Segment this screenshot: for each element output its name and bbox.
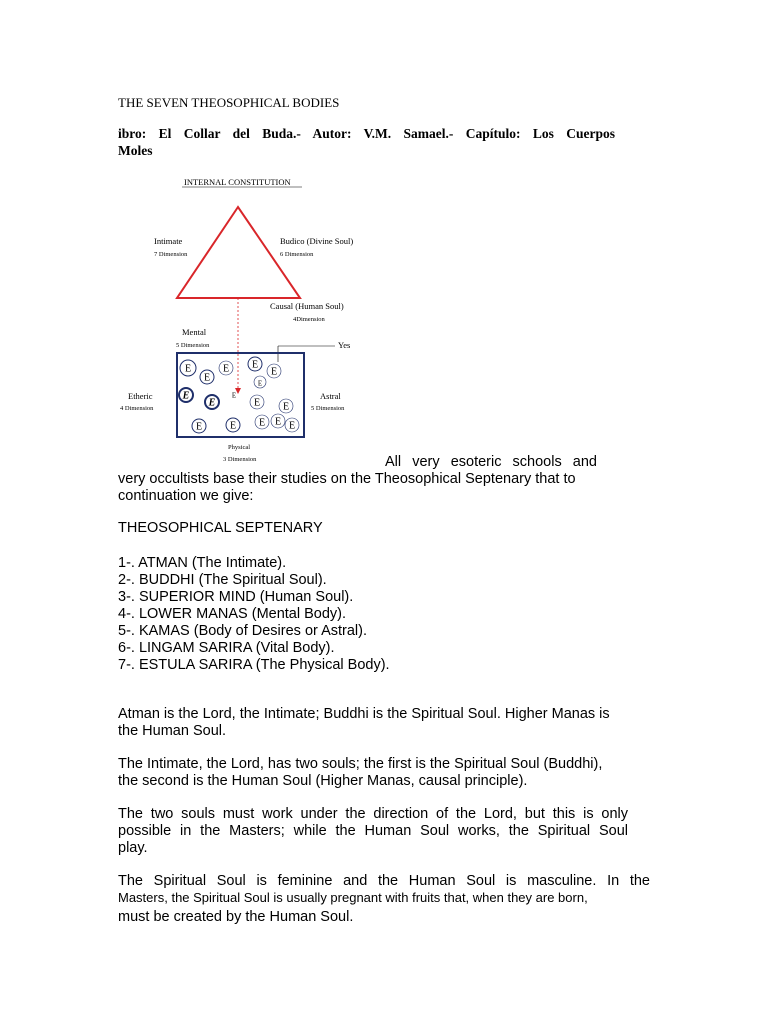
e-letter: E [222, 363, 230, 375]
e-letter: E [288, 420, 296, 432]
septenary-item: 6-. LINGAM SARIRA (Vital Body). [118, 640, 335, 656]
etheric-label: Etheric [128, 391, 153, 401]
paragraph-work-direction [118, 806, 628, 857]
intro-third-line: continuation we give: [118, 488, 254, 504]
e-letter: E [231, 391, 237, 400]
septenary-item: 3-. SUPERIOR MIND (Human Soul). [118, 589, 354, 605]
septenary-item: 1-. ATMAN (The Intimate). [118, 555, 287, 571]
causal-label: Causal (Human Soul) [270, 301, 344, 311]
mental-label: Mental [182, 327, 207, 337]
budico-dimension: 6 Dimension [280, 251, 314, 258]
paragraph-line: Masters, the Spiritual Soul is usually pregnant with fruits that, when they are born, [118, 890, 588, 905]
septenary-item: 4-. LOWER MANAS (Mental Body). [118, 606, 347, 622]
intro-second-line: very occultists base their studies on the Theosophical Septenary that to [118, 471, 576, 487]
e-letter: E [208, 397, 216, 409]
e-letter: E [203, 372, 211, 384]
physical-dimension: 3 Dimension [223, 456, 257, 463]
source-citation-line1: ibro: El Collar del Buda.- Autor: V.M. Samael.- Capítulo: Los Cuerpos [118, 126, 615, 141]
astral-label: Astral [320, 391, 341, 401]
document-title: THE SEVEN THEOSOPHICAL BODIES [118, 95, 340, 110]
paragraph-line: must be created by the Human Soul. [118, 909, 354, 925]
paragraph-atman [118, 706, 610, 740]
paragraph-line: play. [118, 840, 148, 856]
e-letter: E [274, 416, 282, 428]
paragraph-two-souls [118, 756, 602, 790]
intimate-label: Intimate [154, 236, 183, 246]
etheric-dimension: 4 Dimension [120, 405, 154, 412]
paragraph-line: The two souls must work under the direction of the Lord, but this is only [118, 806, 628, 822]
budico-label: Budico (Divine Soul) [280, 236, 354, 246]
e-letter: E [253, 397, 261, 409]
paragraph-line: the Human Soul. [118, 723, 227, 739]
paragraph-line: The Intimate, the Lord, has two souls; the first is the Spiritual Soul (Buddhi), [118, 756, 603, 772]
e-letter: E [195, 421, 203, 433]
e-letter: E [251, 359, 259, 371]
paragraph-line: the second is the Human Soul (Higher Manas, causal principle). [118, 773, 528, 789]
source-citation-line2: Moles [118, 143, 153, 158]
causal-dimension: 4Dimension [293, 316, 325, 323]
e-letter: E [229, 420, 237, 432]
astral-dimension: 5 Dimension [311, 405, 345, 412]
mental-dimension: 5 Dimension [176, 342, 210, 349]
e-letter: E [182, 390, 190, 402]
paragraph-line: possible in the Masters; while the Human Soul works, the Spiritual Soul [118, 823, 628, 839]
paragraph-line: The Spiritual Soul is feminine and the Human Soul is masculine. In the [118, 873, 650, 889]
septenary-heading: THEOSOPHICAL SEPTENARY [118, 520, 323, 536]
yes-label: Yes [338, 340, 351, 350]
diagram-heading: INTERNAL CONSTITUTION [184, 177, 291, 187]
internal-constitution-diagram [110, 170, 380, 470]
septenary-item: 5-. KAMAS (Body of Desires or Astral). [118, 623, 367, 639]
paragraph-line: Atman is the Lord, the Intimate; Buddhi is the Spiritual Soul. Higher Manas is [118, 706, 610, 722]
e-letter: E [258, 417, 266, 429]
paragraph-feminine-masculine [118, 873, 650, 926]
septenary-item: 2-. BUDDHI (The Spiritual Soul). [118, 572, 327, 588]
e-letter: E [282, 401, 290, 413]
septenary-item: 7-. ESTULA SARIRA (The Physical Body). [118, 657, 390, 673]
intro-first-line: All very esoteric schools and [385, 454, 597, 470]
septenary-list [118, 555, 390, 674]
e-letter: E [270, 366, 278, 378]
e-circles-group [179, 357, 299, 433]
intimate-dimension: 7 Dimension [154, 251, 188, 258]
e-letter: E [184, 363, 192, 375]
physical-label: Physical [228, 444, 251, 451]
e-letter: E [257, 379, 263, 388]
